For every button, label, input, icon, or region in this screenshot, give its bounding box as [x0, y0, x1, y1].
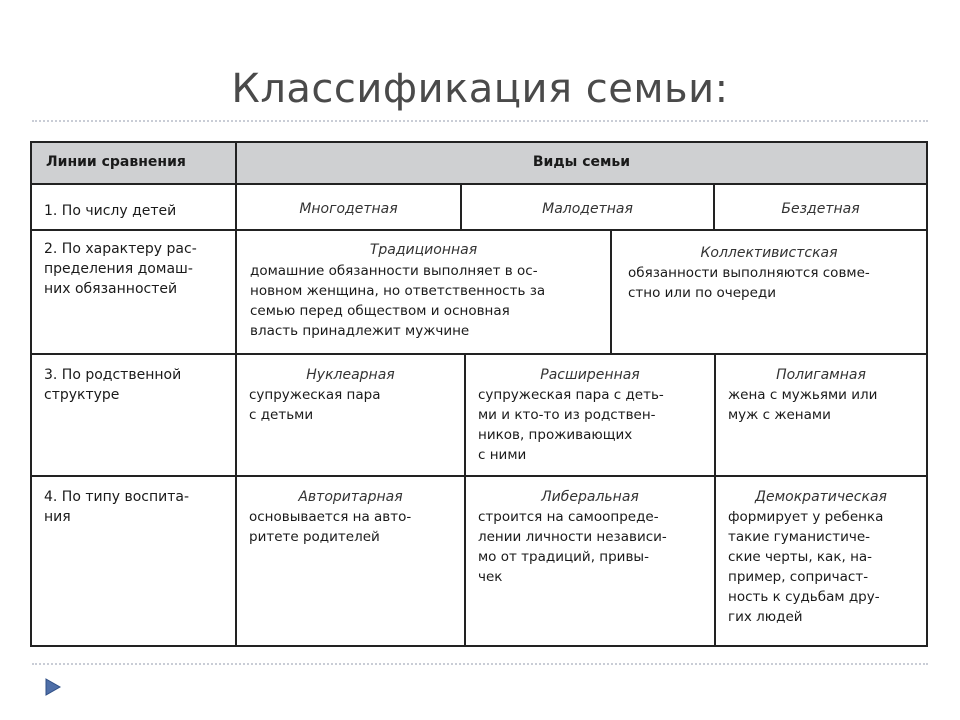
type-nuclear: Нуклеарная — [306, 367, 395, 383]
row-label-children-count: 1. По числу детей — [44, 203, 177, 219]
desc-democratic: формирует у ребенка такие гуманистиче- ские черты, как, на- пример, сопричаст- ность к судьбам дру- гих людей — [728, 509, 884, 625]
desc-collectivist: обязанности выполняются совме- стно или по очереди — [628, 265, 870, 301]
type-childless-family: Бездетная — [781, 201, 860, 217]
slide-title: Классификация семьи: — [231, 66, 729, 112]
row-label-household-duties: 2. По характеру рас- пределения домаш- них обязанностей — [44, 241, 197, 297]
top-dotted-divider — [32, 120, 928, 122]
desc-polygamous: жена с мужьями или муж с женами — [728, 387, 878, 423]
bottom-dotted-divider — [32, 663, 928, 665]
family-classification-table — [30, 141, 928, 647]
type-democratic: Демократическая — [755, 489, 887, 505]
desc-authoritarian: основывается на авто- ритете родителей — [249, 509, 412, 545]
type-authoritarian: Авторитарная — [298, 489, 403, 505]
row-label-upbringing-type: 4. По типу воспита- ния — [44, 489, 190, 525]
type-extended: Расширенная — [540, 367, 640, 383]
type-large-family: Многодетная — [299, 201, 398, 217]
desc-traditional: домашние обязанности выполняет в ос- новном женщина, но ответственность за семью перед обществом и основная власть принадлежит мужчине — [250, 263, 546, 339]
header-comparison-lines: Линии сравнения — [46, 154, 186, 170]
type-liberal: Либеральная — [541, 489, 639, 505]
type-polygamous: Полигамная — [776, 367, 866, 383]
row-label-kinship-structure: 3. По родственной структуре — [44, 367, 182, 403]
row-divider — [32, 183, 926, 185]
play-arrow-icon — [44, 678, 62, 696]
type-traditional: Традиционная — [369, 242, 478, 258]
desc-nuclear: супружеская пара с детьми — [249, 387, 381, 423]
type-collectivist: Коллективистская — [700, 245, 838, 261]
desc-liberal: строится на самоопреде- лении личности независи- мо от традиций, привы- чек — [478, 509, 667, 585]
header-family-types: Виды семьи — [532, 154, 631, 170]
desc-extended: супружеская пара с деть- ми и кто-то из родствен- ников, проживающих с ними — [478, 387, 664, 463]
type-small-family: Малодетная — [542, 201, 633, 217]
